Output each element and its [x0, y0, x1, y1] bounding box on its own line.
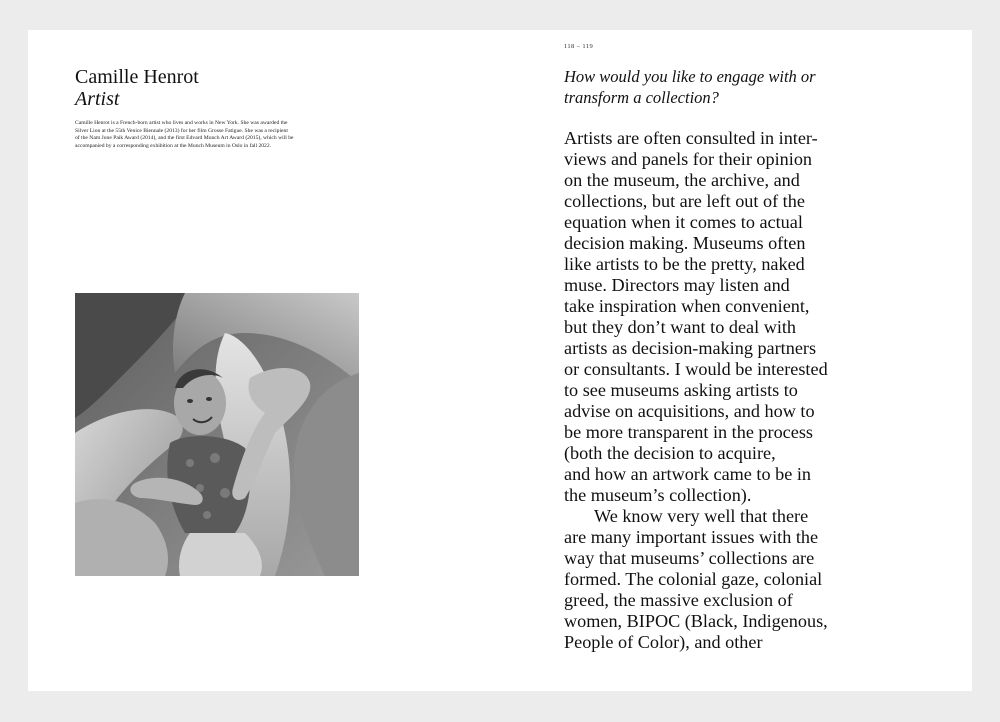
- answer-line: We know very well that there: [594, 506, 809, 526]
- answer-line: to see museums asking artists to: [564, 380, 798, 400]
- answer-line: like artists to be the pretty, naked: [564, 254, 805, 274]
- bio-line: Silver Lion at the 55th Venice Biennale (2013) for her film Grosse Fatigue. She was a recipient: [75, 127, 288, 134]
- artist-photo-illustration: [75, 293, 359, 576]
- answer-line: collections, but are left out of the: [564, 191, 805, 211]
- question-line: How would you like to engage with or: [564, 67, 816, 86]
- answer-line: and how an artwork came to be in: [564, 464, 811, 484]
- artist-role: Artist: [75, 88, 120, 110]
- bio-line: accompanied by a corresponding exhibition at the Munch Museum in Oslo in fall 2022.: [75, 142, 272, 149]
- interview-answer: [564, 128, 828, 653]
- answer-line: formed. The colonial gaze, colonial: [564, 569, 823, 589]
- answer-line: Artists are often consulted in inter-: [564, 128, 818, 148]
- bio-line: Camille Henrot is a French-born artist who lives and works in New York. She was awarded the: [75, 120, 288, 126]
- answer-line: but they don’t want to deal with: [564, 317, 797, 337]
- answer-line: are many important issues with the: [564, 527, 819, 547]
- answer-line: People of Color), and other: [564, 632, 763, 652]
- artist-name: Camille Henrot: [75, 66, 199, 88]
- answer-line: decision making. Museums often: [564, 233, 806, 253]
- answer-line: way that museums’ collections are: [564, 548, 815, 568]
- answer-line: (both the decision to acquire,: [564, 443, 776, 463]
- answer-line: artists as decision-making partners: [564, 338, 817, 358]
- answer-line: be more transparent in the process: [564, 422, 813, 442]
- page-number: 118 – 119: [564, 43, 594, 50]
- answer-line: views and panels for their opinion: [564, 149, 813, 169]
- question-line: transform a collection?: [564, 88, 719, 107]
- artist-photo: [75, 293, 359, 576]
- answer-line: or consultants. I would be interested: [564, 359, 828, 379]
- answer-line: greed, the massive exclusion of: [564, 590, 793, 610]
- artist-bio: [75, 120, 347, 150]
- interview-question: [564, 66, 816, 108]
- answer-line: advise on acquisitions, and how to: [564, 401, 815, 421]
- answer-line: equation when it comes to actual: [564, 212, 803, 232]
- answer-line: women, BIPOC (Black, Indigenous,: [564, 611, 828, 631]
- answer-line: muse. Directors may listen and: [564, 275, 790, 295]
- answer-line: on the museum, the archive, and: [564, 170, 800, 190]
- bio-line: of the Nam June Paik Award (2014), and the first Edvard Munch Art Award (2015), which will be: [75, 135, 294, 141]
- answer-line: the museum’s collection).: [564, 485, 752, 505]
- answer-line: take inspiration when convenient,: [564, 296, 810, 316]
